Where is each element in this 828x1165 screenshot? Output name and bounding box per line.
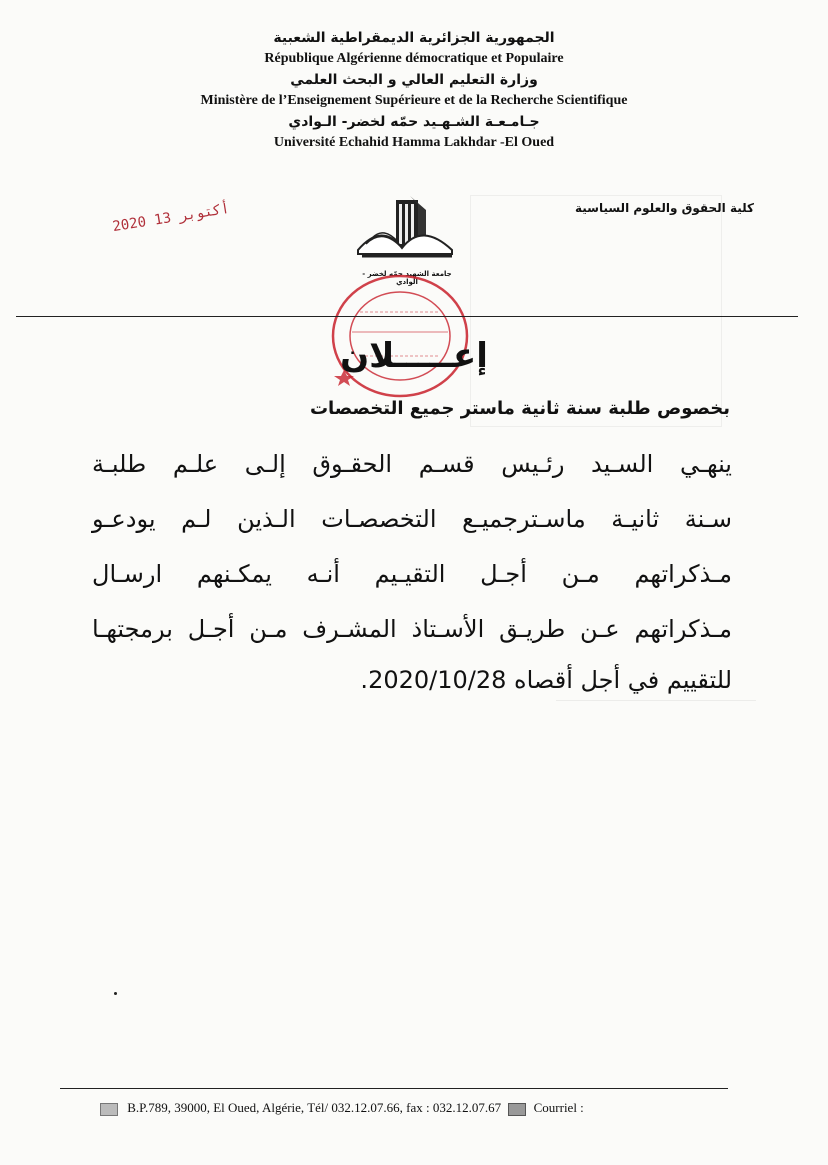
faculty-name: كلية الحقوق والعلوم السياسية [574,201,754,215]
email-icon [508,1103,526,1116]
body-line-4: مـذكراتهم عـن طريـق الأسـتاذ المشـرف مـن أجـل برمجتهـا [92,615,732,643]
body-line-5: للتقييم في أجل أقصاه 2020/10/28. [360,666,732,694]
footer-contact-text: B.P.789, 39000, El Oued, Algérie, Tél/ 032.12.07.66, fax : 032.12.07.67 [127,1100,502,1115]
body-line-2: سـنة ثانيـة ماسـترجميـع التخصصـات الـذين لـم يودعـو [92,505,732,533]
footer-courriel-label: Courriel : [533,1100,584,1115]
bleed-through-line [556,700,756,701]
announcement-title: إعـــــلان [340,336,488,376]
body-line-3: مـذكراتهم مـن أجـل التقيـيم أنـه يمكـنهم ارسـال [92,560,732,588]
header-country-fr: République Algérienne démocratique et Populaire [264,51,564,66]
university-logo [352,192,462,284]
bleed-through-table [470,195,722,427]
footer-divider [60,1088,728,1089]
phone-icon [100,1103,118,1116]
ink-dot [114,992,117,995]
university-logo-icon [352,192,462,266]
received-date-stamp: 2020 أكتوبر 13 [111,200,231,236]
header-university-fr: Université Echahid Hamma Lakhdar -El Oued [273,135,555,150]
logo-caption: جامعة الشهيد حمّه لخضر - الوادي [362,270,452,286]
header-ministry-fr: Ministère de l’Enseignement Supérieure et de la Recherche Scientifique [200,93,628,108]
announcement-subject: بخصوص طلبة سنة ثانية ماستر جميع التخصصات [309,398,730,419]
header-country-ar: الجمهورية الجزائرية الديمقراطية الشعبية [273,30,555,46]
footer-address [100,1100,584,1116]
header-ministry-ar: وزارة التعليم العالي و البحث العلمي [290,72,538,88]
body-line-1: ينهـي السـيد رئـيس قسـم الحقـوق إلـى علـم طلبـة [92,450,732,478]
header-university-ar: جـامـعـة الشـهـيد حمّه لخضر- الـوادي [288,114,540,130]
